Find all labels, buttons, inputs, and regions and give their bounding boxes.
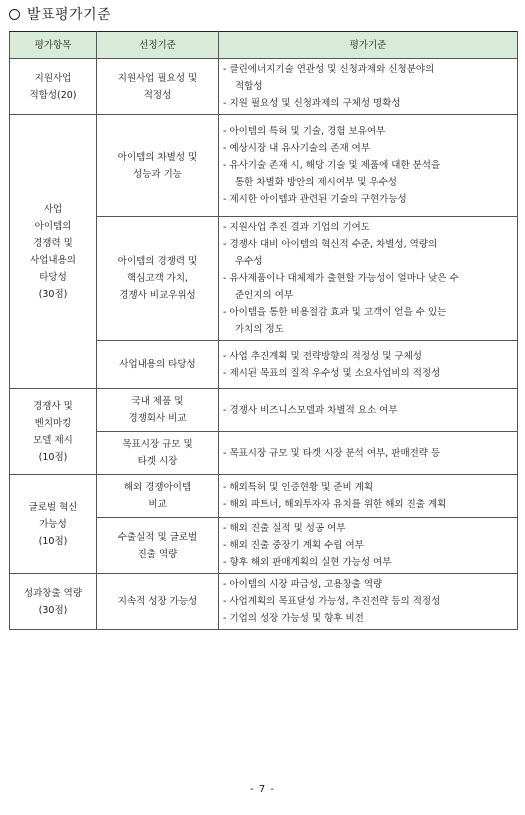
criteria-line: - 제시한 아이템과 관련된 기술의 구현가능성: [223, 194, 407, 205]
criteria-line: - 아이템의 시장 파급성, 고용창출 역량: [223, 579, 383, 590]
text-line: 성과창출 역량: [23, 587, 83, 599]
text-line: 성능과 기능: [133, 168, 182, 180]
criteria-line: - 사업 추진계획 및 전략방향의 적정성 및 구체성: [223, 350, 422, 362]
text-line: 경쟁회사 비교: [128, 413, 187, 424]
text-line: 경쟁력 및: [33, 237, 73, 249]
text-line: 아이템의: [34, 220, 72, 232]
text-line: 경쟁사 비교우위성: [119, 290, 196, 301]
text-line: 타겟 시장: [137, 456, 178, 467]
evaluation-table: [9, 31, 518, 630]
circle-bullet-icon: [9, 9, 20, 20]
criteria-line: - 해외 진출 중장기 계획 수립 여부: [223, 540, 364, 551]
criteria-line: - 사업계획의 목표달성 가능성, 추진전략 등의 적정성: [223, 596, 441, 607]
criteria-line: - 경쟁사 대비 아이템의 혁신적 수준, 차별성, 역량의: [223, 239, 438, 250]
category-cell: [10, 59, 97, 115]
criteria-line: - 클린에너지기술 연관성 및 신청과제와 신청분야의: [223, 64, 435, 75]
criteria-cell: [219, 432, 518, 475]
criteria-line: - 향후 해외 판매계획의 실현 가능성 여부: [223, 557, 392, 568]
criteria-line: - 지원 필요성 및 신청과제의 구체성 명확성: [223, 98, 401, 109]
criteria-line: - 아이템을 통한 비용절감 효과 및 고객이 얻을 수 있는: [223, 307, 447, 318]
criteria-line: - 지원사업 추진 결과 기업의 기여도: [223, 222, 371, 233]
text-line: 타당성: [39, 271, 67, 283]
criteria-cell: [219, 389, 518, 432]
text-line: (10점): [38, 535, 68, 547]
header-criteria: 평가기준: [219, 32, 518, 59]
criteria-line: 적합성: [235, 81, 263, 92]
selection-cell: [97, 341, 219, 389]
text-line: 해외 경쟁아이템: [123, 482, 192, 493]
criteria-line: 가치의 정도: [235, 324, 284, 335]
criteria-line: - 예상시장 내 유사기술의 존재 여부: [223, 143, 371, 154]
text-line: (30점): [38, 604, 68, 616]
text-line: 국내 제품 및: [131, 396, 184, 407]
text-line: 아이템의 경쟁력 및: [117, 256, 198, 267]
table-row: [10, 59, 518, 115]
criteria-line: - 해외 파트너, 해외투자자 유치를 위한 해외 진출 계획: [223, 499, 447, 510]
criteria-line: - 목표시장 규모 및 타겟 시장 분석 여부, 판매전략 등: [223, 447, 441, 459]
text-line: 사업내용의 타당성: [119, 359, 196, 370]
table-header-row: [10, 32, 518, 59]
criteria-cell: [219, 475, 518, 518]
criteria-line: 준인지의 여부: [235, 290, 294, 301]
header-selection: 선정기준: [97, 32, 219, 59]
text-line: 비교: [148, 499, 167, 510]
selection-cell: [97, 475, 219, 518]
table-body: [10, 59, 518, 630]
text-line: 사업: [43, 203, 63, 215]
category-cell: [10, 389, 97, 475]
table-row: [10, 389, 518, 432]
text-line: 모델 제시: [33, 434, 73, 446]
selection-cell: [97, 432, 219, 475]
criteria-line: - 제시된 목표의 질적 우수성 및 소요사업비의 적정성: [223, 367, 441, 379]
text-line: 가능성: [39, 518, 67, 530]
selection-cell: [97, 59, 219, 115]
text-line: 벤치마킹: [34, 417, 72, 429]
text-line: 글로벌 혁신: [28, 501, 78, 513]
text-line: 지속적 성장 가능성: [117, 596, 198, 607]
text-line: 경쟁사 및: [33, 400, 73, 412]
selection-cell: [97, 115, 219, 217]
criteria-line: - 해외특허 및 인증현황 및 준비 계획: [223, 482, 374, 493]
header-item: 평가항목: [10, 32, 97, 59]
heading-text: 발표평가기준: [27, 7, 112, 23]
text-line: 핵심고객 가치,: [126, 273, 189, 284]
table-row: [10, 574, 518, 630]
text-line: 목표시장 규모 및: [122, 439, 193, 450]
selection-cell: [97, 217, 219, 341]
criteria-cell: [219, 341, 518, 389]
criteria-line: 통한 차별화 방안의 제시여부 및 우수성: [235, 177, 397, 188]
text-line: 지원사업: [34, 72, 72, 84]
category-cell: [10, 115, 97, 389]
section-heading: [9, 4, 111, 24]
table-row: [10, 115, 518, 217]
criteria-cell: [219, 518, 518, 574]
text-line: 아이템의 차별성 및: [117, 151, 198, 163]
text-line: 적정성: [143, 89, 172, 101]
criteria-line: 우수성: [235, 256, 263, 267]
text-line: (30점): [38, 288, 68, 300]
text-line: 사업내용의: [30, 254, 76, 266]
category-cell: [10, 475, 97, 574]
criteria-cell: [219, 217, 518, 341]
criteria-cell: [219, 59, 518, 115]
criteria-line: - 유사기술 존재 시, 해당 기술 및 제품에 대한 분석을: [223, 160, 441, 171]
criteria-line: - 유사제품이나 대체제가 출현할 가능성이 얼마나 낮은 수: [223, 273, 459, 284]
text-line: 진출 역량: [137, 548, 178, 560]
text-line: 지원사업 필요성 및: [117, 72, 198, 84]
criteria-line: - 아이템의 특허 및 기술, 경험 보유여부: [223, 126, 386, 137]
selection-cell: [97, 389, 219, 432]
text-line: 수출실적 및 글로벌: [117, 531, 198, 543]
text-line: (10점): [38, 451, 68, 463]
table-row: [10, 475, 518, 518]
category-cell: [10, 574, 97, 630]
criteria-line: - 기업의 성장 가능성 및 향후 비전: [223, 613, 364, 624]
criteria-line: - 경쟁사 비즈니스모델과 차별적 요소 여부: [223, 404, 398, 416]
text-line: 적합성(20): [29, 89, 77, 101]
selection-cell: [97, 518, 219, 574]
page-number: - 7 -: [250, 784, 275, 795]
selection-cell: [97, 574, 219, 630]
criteria-cell: [219, 574, 518, 630]
criteria-cell: [219, 115, 518, 217]
criteria-line: - 해외 진출 실적 및 성공 여부: [223, 523, 346, 534]
